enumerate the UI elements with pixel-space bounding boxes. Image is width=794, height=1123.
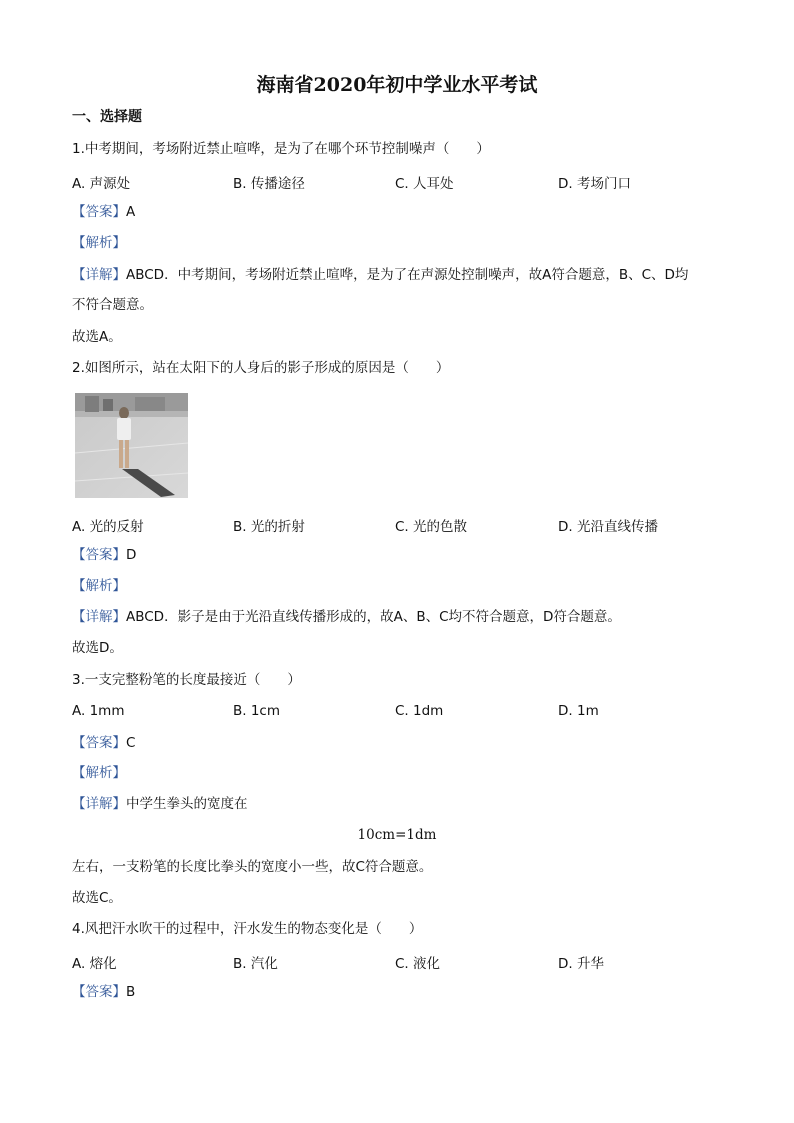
detail-tag: 【详解】 bbox=[72, 267, 126, 283]
option-d: D. 1m bbox=[558, 703, 599, 719]
answer-value: A bbox=[126, 204, 136, 220]
question-3-analysis bbox=[72, 764, 126, 782]
option-a: A. 光的反射 bbox=[72, 519, 144, 535]
question-1-conclusion: 故选A。 bbox=[72, 329, 122, 345]
question-3-options bbox=[72, 703, 732, 721]
question-2-conclusion: 故选D。 bbox=[72, 640, 123, 656]
option-b: B. 汽化 bbox=[233, 956, 278, 972]
answer-value: D bbox=[126, 547, 137, 563]
question-3-answer bbox=[72, 734, 135, 752]
analysis-tag: 【解析】 bbox=[72, 235, 126, 251]
question-4-answer bbox=[72, 983, 135, 1001]
option-a: A. 熔化 bbox=[72, 956, 117, 972]
option-b: B. 传播途径 bbox=[233, 176, 305, 192]
question-1-answer bbox=[72, 203, 135, 221]
answer-tag: 【答案】 bbox=[72, 735, 126, 751]
option-d: D. 升华 bbox=[558, 956, 604, 972]
answer-tag: 【答案】 bbox=[72, 204, 126, 220]
question-3-stem: 3.一支完整粉笔的长度最接近（ ） bbox=[72, 672, 301, 688]
question-1-analysis bbox=[72, 234, 126, 252]
option-c: C. 液化 bbox=[395, 956, 441, 972]
detail-text: ABCD．中考期间，考场附近禁止喧哗，是为了在声源处控制噪声，故A符合题意，B、C、D均 bbox=[126, 267, 689, 283]
analysis-tag: 【解析】 bbox=[72, 578, 126, 594]
question-3-formula: 10cm=1dm bbox=[357, 827, 437, 843]
detail-tag: 【详解】 bbox=[72, 796, 126, 812]
question-1-detail-cont: 不符合题意。 bbox=[72, 297, 153, 313]
answer-tag: 【答案】 bbox=[72, 547, 126, 563]
question-3-conclusion: 故选C。 bbox=[72, 890, 122, 906]
option-a: A. 1mm bbox=[72, 703, 125, 719]
question-4-stem: 4.风把汗水吹干的过程中，汗水发生的物态变化是（ ） bbox=[72, 921, 423, 937]
question-1-detail bbox=[72, 266, 688, 284]
page-title: 海南省2020年初中学业水平考试 bbox=[256, 74, 538, 96]
answer-tag: 【答案】 bbox=[72, 984, 126, 1000]
question-3-detail bbox=[72, 795, 248, 813]
question-1-stem: 1.中考期间，考场附近禁止喧哗，是为了在哪个环节控制噪声（ ） bbox=[72, 141, 490, 157]
answer-value: B bbox=[126, 984, 136, 1000]
option-b: B. 光的折射 bbox=[233, 519, 305, 535]
detail-text: ABCD．影子是由于光沿直线传播形成的，故A、B、C均不符合题意，D符合题意。 bbox=[126, 609, 621, 625]
analysis-tag: 【解析】 bbox=[72, 765, 126, 781]
question-3-detail-cont: 左右，一支粉笔的长度比拳头的宽度小一些，故C符合题意。 bbox=[72, 859, 433, 875]
question-2-analysis bbox=[72, 577, 126, 595]
question-2-stem: 2.如图所示，站在太阳下的人身后的影子形成的原因是（ ） bbox=[72, 360, 450, 376]
question-4-options bbox=[72, 952, 732, 970]
option-c: C. 1dm bbox=[395, 703, 444, 719]
detail-text: 中学生拳头的宽度在 bbox=[126, 796, 248, 812]
question-2-answer bbox=[72, 546, 136, 564]
option-d: D. 考场门口 bbox=[558, 176, 631, 192]
shadow-photo bbox=[75, 393, 188, 498]
option-c: C. 光的色散 bbox=[395, 519, 468, 535]
option-a: A. 声源处 bbox=[72, 176, 131, 192]
shadow-photo-image bbox=[75, 393, 188, 498]
question-2-detail bbox=[72, 608, 621, 626]
question-2-options bbox=[72, 515, 732, 533]
section-heading: 一、选择题 bbox=[72, 109, 142, 125]
detail-tag: 【详解】 bbox=[72, 609, 126, 625]
answer-value: C bbox=[126, 735, 136, 751]
option-d: D. 光沿直线传播 bbox=[558, 519, 658, 535]
option-b: B. 1cm bbox=[233, 703, 281, 719]
question-1-options bbox=[72, 172, 732, 190]
option-c: C. 人耳处 bbox=[395, 176, 454, 192]
